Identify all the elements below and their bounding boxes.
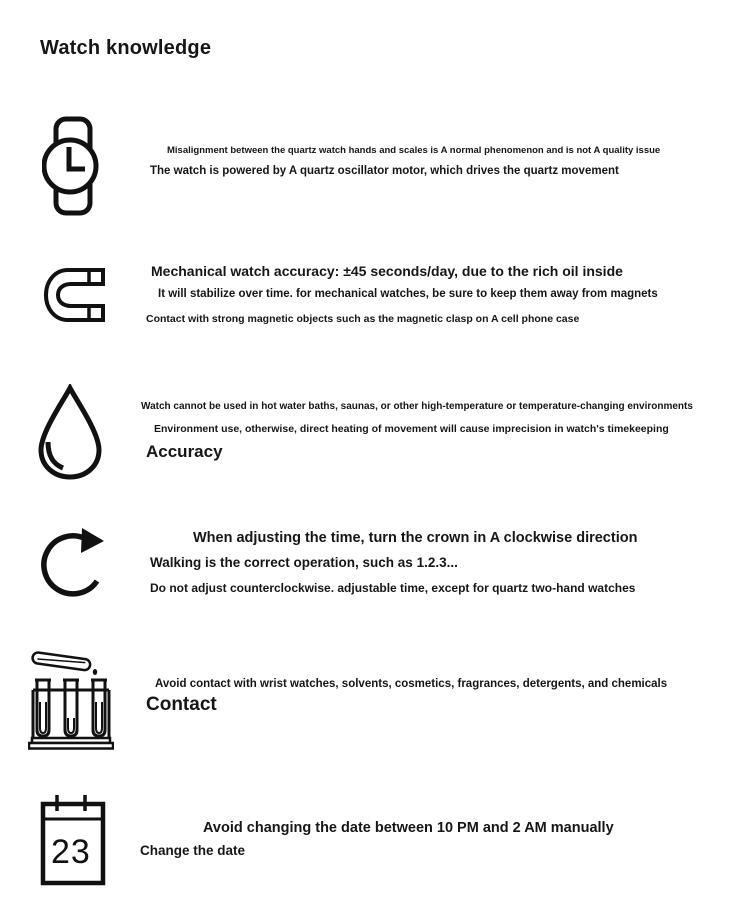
clockwise-arrow-icon xyxy=(34,523,110,599)
text-line: Change the date xyxy=(140,843,246,858)
text-line: When adjusting the time, turn the crown in A clockwise direction xyxy=(193,530,638,546)
text-line: Avoid contact with wrist watches, solvents, cosmetics, fragrances, detergents, and chemicals xyxy=(155,678,668,690)
text-line: Watch cannot be used in hot water baths, saunas, or other high-temperature or temperature-changing environments xyxy=(141,401,693,412)
magnet-icon xyxy=(42,266,106,324)
text-line: Mechanical watch accuracy: ±45 seconds/day, due to the rich oil inside xyxy=(151,263,623,279)
wristwatch-icon xyxy=(42,116,102,216)
water-drop-icon xyxy=(35,384,105,481)
text-line: The watch is powered by A quartz oscillator motor, which drives the quartz movement xyxy=(150,165,619,177)
text-line: Avoid changing the date between 10 PM and 2 AM manually xyxy=(203,820,614,836)
text-line: Environment use, otherwise, direct heating of movement will cause imprecision in watch's timekeeping xyxy=(154,423,669,435)
text-line: Do not adjust counterclockwise. adjustable time, except for quartz two-hand watches xyxy=(150,581,636,595)
test-tubes-icon xyxy=(28,646,114,750)
text-line: Walking is the correct operation, such as 1.2.3... xyxy=(150,555,458,570)
text-line: It will stabilize over time. for mechanical watches, be sure to keep them away from magnets xyxy=(158,288,658,300)
calendar-day-number: 23 xyxy=(51,833,91,871)
text-line: Accuracy xyxy=(146,442,223,461)
text-line: Misalignment between the quartz watch hands and scales is A normal phenomenon and is not A quality issue xyxy=(167,145,661,156)
text-line: Contact with strong magnetic objects such as the magnetic clasp on A cell phone case xyxy=(146,313,580,325)
text-line: Contact xyxy=(146,694,217,715)
page-title: Watch knowledge xyxy=(40,37,212,59)
